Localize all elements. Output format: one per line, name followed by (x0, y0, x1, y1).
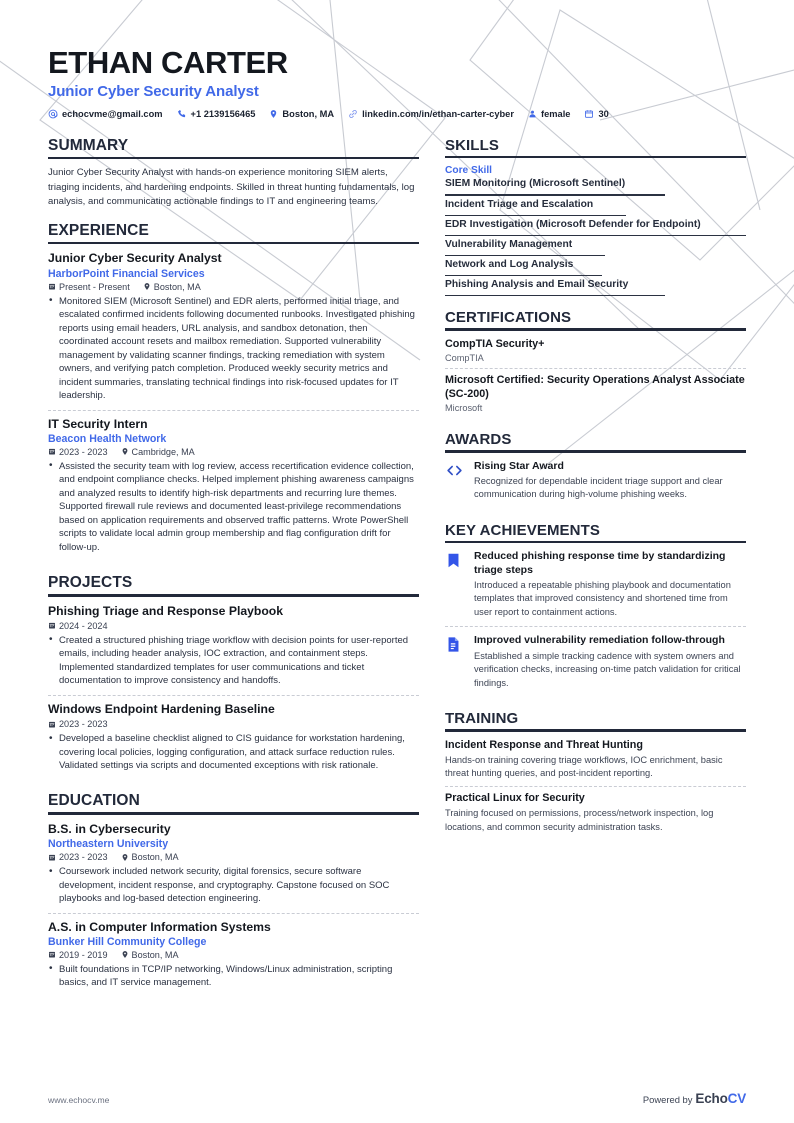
link-icon (348, 109, 358, 119)
entry-meta (48, 719, 419, 729)
powered-by-label: Powered by (642, 1094, 693, 1105)
entry-title: Windows Endpoint Hardening Baseline (48, 701, 275, 716)
resume-header (48, 46, 746, 119)
training-description: Training focused on permissions, process/network inspection, log locations, and common security administration tasks. (445, 808, 714, 832)
skill-level-bar (445, 215, 746, 216)
skill-level-bar (445, 275, 746, 276)
section-projects-heading: PROJECTS (48, 574, 133, 592)
entry-meta (48, 950, 419, 960)
bookmark-icon (445, 550, 465, 619)
training-item (445, 792, 746, 839)
section-divider (445, 541, 746, 543)
training-title: Incident Response and Threat Hunting (445, 738, 643, 751)
document-icon (445, 634, 465, 690)
entry-meta (48, 852, 419, 862)
location-icon (121, 950, 129, 959)
calendar-icon (48, 720, 56, 729)
entry-bullet: • Built foundations in TCP/IP networking, Windows/Linux administration, scripting basics, and IT service management. (48, 963, 419, 990)
contact-linkedin[interactable] (348, 109, 514, 119)
entry-location-text: Cambridge, MA (131, 446, 195, 457)
skill-name: Incident Triage and Escalation (445, 198, 594, 210)
entry-dates (48, 282, 130, 292)
calendar-icon (48, 447, 56, 456)
award-item (445, 460, 746, 509)
skill-name: SIEM Monitoring (Microsoft Sentinel) (445, 178, 626, 190)
achievement-item (445, 550, 746, 627)
certification-name: Microsoft Certified: Security Operations Analyst Associate (SC-200) (445, 374, 745, 400)
entry-dates-text: 2023 - 2023 (59, 852, 108, 863)
section-awards-heading: AWARDS (445, 431, 512, 449)
training-description: Hands-on training covering triage workflows, IOC enrichment, basic threat hunting queries, and post-incident reporting. (445, 754, 723, 779)
page-title: ETHAN CARTER (48, 45, 288, 80)
section-education (48, 792, 419, 996)
page-footer (48, 1091, 746, 1106)
training-title: Practical Linux for Security (445, 791, 585, 804)
achievement-item-description: Established a simple tracking cadence with system owners and verification checks, increasing on-time patch validation for critical findings. (474, 650, 741, 688)
skill-level-bar (445, 255, 746, 256)
entry-bullet: • Coursework included network security, digital forensics, secure software development, incident response, and cryptography. Capstone focused on SOC playbooks and log-based detection engineering. (48, 865, 419, 905)
entry-dates (48, 719, 108, 729)
contact-age-text: 30 (598, 109, 609, 120)
location-icon (121, 447, 129, 456)
contact-email-text: echocvme@gmail.com (62, 109, 163, 120)
certifications-list (445, 338, 746, 418)
section-divider (48, 157, 419, 159)
section-divider (48, 242, 419, 244)
location-icon (143, 282, 151, 291)
location-icon (269, 109, 278, 119)
skills-list (445, 178, 746, 296)
section-experience (48, 222, 419, 561)
entry-bullets (48, 634, 419, 688)
entry-dates (48, 852, 108, 862)
training-item (445, 739, 746, 787)
skill-item (445, 199, 746, 216)
section-certifications (445, 309, 746, 418)
section-divider (445, 450, 746, 452)
entry-location (121, 950, 179, 960)
entry-title: B.S. in Cybersecurity (48, 821, 171, 836)
contact-location-text: Boston, MA (282, 109, 335, 120)
achievement-item (445, 634, 746, 697)
section-divider (445, 156, 746, 158)
experience-item (48, 417, 419, 562)
projects-list (48, 604, 419, 780)
contact-gender-text: female (540, 109, 571, 120)
experience-item (48, 251, 419, 410)
location-icon (121, 853, 129, 862)
phone-icon (177, 109, 187, 119)
skill-level-bar (445, 235, 746, 236)
certification-item (445, 374, 746, 418)
entry-bullet: • Monitored SIEM (Microsoft Sentinel) and EDR alerts, performed initial triage, and escalated confirmed incidents following documented runbooks. Investigated phishing reports using email headers, URL analysis, and sandbox detonation, then coordinated account resets and mailbox remediation. Supported vulnerability management by validating scanner findings, tracking remediation with system owners, and verifying patch completion. Produced weekly security metrics and incident summaries, translating technical findings into risk-focused updates for IT leadership. (48, 295, 419, 403)
contact-phone[interactable] (177, 109, 256, 119)
entry-title: Phishing Triage and Response Playbook (48, 603, 284, 618)
achievement-item-title: Improved vulnerability remediation follow-through (474, 634, 725, 647)
skill-item (445, 178, 746, 195)
entry-meta (48, 621, 419, 631)
entry-dates-text: 2023 - 2023 (59, 719, 108, 730)
contact-phone-text: +1 2139156465 (190, 109, 256, 120)
entry-bullet: • Assisted the security team with log review, access recertification evidence collection, and endpoint compliance checks. Helped implement phishing awareness campaigns and analyzed results to identify high-risk departments and recurring lure themes. Supported firewall rule reviews and documented least-privilege recommendations based on application requirements and observed traffic patterns. Wrote PowerShell scripts to validate local admin group membership and flag configuration drift for follow-up. (48, 460, 419, 554)
entry-bullets (48, 732, 419, 772)
entry-organization[interactable]: HarborPoint Financial Services (48, 267, 205, 280)
achievement-item-title: Reduced phishing response time by standardizing triage steps (474, 550, 726, 576)
section-divider (445, 729, 746, 731)
entry-organization[interactable]: Beacon Health Network (48, 432, 167, 445)
entry-bullets (48, 963, 419, 990)
education-list (48, 822, 419, 997)
achievement-item-description: Introduced a repeatable phishing playbook and documentation templates that improved consistency and shortened time from user report to containment actions. (474, 579, 731, 617)
award-item-title: Rising Star Award (474, 459, 564, 472)
entry-meta (48, 447, 419, 457)
entry-organization[interactable]: Northeastern University (48, 838, 169, 851)
entry-title: Junior Cyber Security Analyst (48, 251, 222, 266)
awards-list (445, 460, 746, 509)
entry-dates (48, 621, 108, 631)
skill-name: Vulnerability Management (445, 238, 573, 250)
entry-bullets (48, 865, 419, 905)
entry-location (143, 282, 201, 292)
contact-linkedin-text: linkedin.com/in/ethan-carter-cyber (362, 109, 514, 120)
calendar-icon (48, 621, 56, 630)
skill-level-bar (445, 295, 746, 296)
entry-dates-text: 2023 - 2023 (59, 446, 108, 457)
section-education-heading: EDUCATION (48, 792, 140, 810)
contact-location[interactable] (269, 109, 334, 119)
section-awards (445, 431, 746, 509)
award-item-description: Recognized for dependable incident triage support and clear communication during high-volume phishing weeks. (474, 475, 723, 500)
section-certifications-heading: CERTIFICATIONS (445, 309, 572, 327)
certification-issuer: CompTIA (445, 353, 484, 364)
skill-name: Network and Log Analysis (445, 259, 574, 271)
education-item (48, 920, 419, 997)
contact-email[interactable] (48, 109, 163, 119)
entry-bullets (48, 460, 419, 554)
skill-name: Phishing Analysis and Email Security (445, 279, 629, 291)
left-column (48, 137, 445, 1003)
section-divider (445, 328, 746, 330)
certification-item (445, 338, 746, 369)
brand-cv: CV (727, 1091, 746, 1106)
training-list (445, 739, 746, 840)
entry-location-text: Boston, MA (131, 949, 179, 960)
brand-logo[interactable] (695, 1091, 746, 1106)
section-skills-heading: SKILLS (445, 137, 499, 155)
project-item (48, 702, 419, 780)
entry-dates-text: Present - Present (59, 281, 130, 292)
section-training-heading: TRAINING (445, 710, 519, 728)
contact-age (584, 109, 608, 119)
section-training (445, 710, 746, 839)
skill-item (445, 279, 746, 296)
entry-location-text: Boston, MA (153, 281, 201, 292)
skill-group-label: Core Skill (445, 165, 492, 177)
skill-level-bar (445, 194, 746, 195)
section-skills (445, 137, 746, 296)
entry-title: IT Security Intern (48, 416, 148, 431)
experience-list (48, 251, 419, 561)
section-divider (48, 594, 419, 596)
section-key-achievements (445, 522, 746, 697)
entry-bullet: • Developed a baseline checklist aligned to CIS guidance for workstation hardening, covering local policies, logging configuration, and attack surface reduction rules. Validated settings via scripts and documented exceptions with risk rationale. (48, 732, 419, 772)
job-title: Junior Cyber Security Analyst (48, 83, 259, 101)
skill-item (445, 239, 746, 256)
skill-item (445, 219, 746, 236)
entry-title: A.S. in Computer Information Systems (48, 919, 271, 934)
skill-item (445, 259, 746, 276)
summary-text: Junior Cyber Security Analyst with hands-on experience monitoring SIEM alerts, triaging incidents, and hardening endpoints. Skilled in threat hunting fundamentals, log analysis, and communicating actionable findings to IT and engineering teams. (48, 167, 415, 207)
footer-powered-by (643, 1091, 746, 1106)
entry-dates (48, 447, 108, 457)
section-summary (48, 137, 419, 209)
entry-location (121, 852, 179, 862)
entry-dates-text: 2024 - 2024 (59, 620, 108, 631)
calendar-icon (48, 950, 56, 959)
footer-website[interactable]: www.echocv.me (48, 1095, 110, 1105)
email-icon (48, 109, 58, 119)
contact-gender (528, 109, 570, 119)
section-projects (48, 574, 419, 779)
section-summary-heading: SUMMARY (48, 137, 129, 155)
achievements-list (445, 550, 746, 697)
section-divider (48, 812, 419, 814)
education-item (48, 822, 419, 914)
person-icon (528, 109, 537, 119)
certification-issuer: Microsoft (445, 403, 483, 414)
entry-organization[interactable]: Bunker Hill Community College (48, 935, 207, 948)
section-key-achievements-heading: KEY ACHIEVEMENTS (445, 521, 600, 539)
brand-echo: Echo (695, 1091, 728, 1106)
calendar-icon (48, 853, 56, 862)
right-column (445, 137, 746, 844)
entry-location (121, 447, 195, 457)
code-icon (445, 460, 465, 502)
entry-bullets (48, 295, 419, 403)
entry-bullet: • Created a structured phishing triage workflow with decision points for user-reported emails, including header analysis, IOC extraction, and containment steps. Implemented standardized templates for user communications and ticket documentation to improve consistency and handoffs. (48, 634, 419, 688)
entry-meta (48, 282, 419, 292)
calendar-icon (584, 109, 594, 119)
skill-name: EDR Investigation (Microsoft Defender for Endpoint) (445, 218, 701, 230)
contact-row (48, 109, 746, 119)
entry-location-text: Boston, MA (131, 852, 179, 863)
calendar-icon (48, 282, 56, 291)
project-item (48, 604, 419, 696)
entry-dates (48, 950, 108, 960)
certification-name: CompTIA Security+ (445, 337, 545, 350)
section-experience-heading: EXPERIENCE (48, 222, 149, 240)
entry-dates-text: 2019 - 2019 (59, 949, 108, 960)
